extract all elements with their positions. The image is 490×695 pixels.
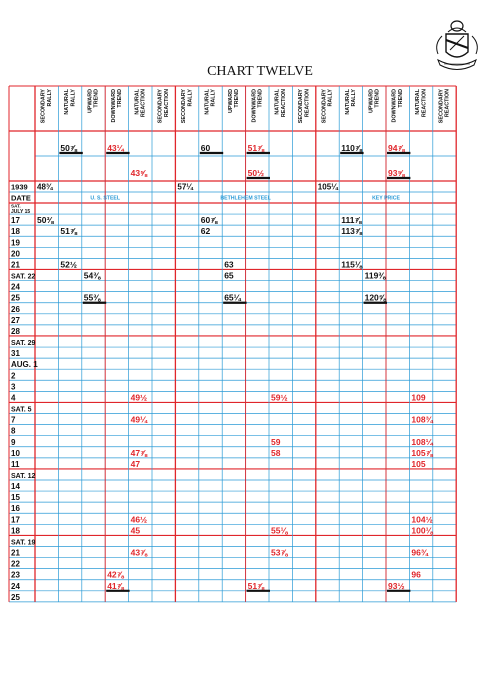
page-title: CHART TWELVE — [207, 64, 313, 79]
column-header-word: DOWNWARD — [251, 89, 258, 123]
date-cell: 16 — [11, 504, 20, 514]
price-entry: 49¼ — [130, 414, 148, 425]
date-cell: SAT. 22 — [11, 273, 36, 281]
price-entry: 63 — [224, 259, 234, 270]
column-header-word: UPWARD — [227, 89, 234, 113]
column-header — [345, 88, 357, 114]
column-header — [64, 88, 76, 114]
price-entry: 51⅞ — [247, 580, 265, 591]
pivot-price: 110⅞ — [341, 143, 363, 153]
date-cell: 18 — [11, 227, 20, 237]
price-entry: 47⅞ — [130, 447, 148, 458]
column-header — [298, 89, 310, 124]
grid-lines — [9, 86, 456, 602]
price-entry: 108¾ — [411, 414, 433, 425]
group-label: U. S. STEEL — [90, 195, 121, 202]
price-entry: 41⅞ — [107, 580, 124, 591]
date-cell: 25 — [11, 592, 20, 602]
date-cell: 31 — [11, 349, 20, 359]
date-cell: 21 — [11, 548, 20, 558]
price-entry: 105⅞ — [411, 447, 433, 458]
column-header — [251, 89, 263, 123]
column-header-word: RALLY — [70, 89, 77, 107]
column-header-word: TREND — [374, 89, 381, 108]
date-cell: 26 — [11, 304, 20, 314]
date-cell: 9 — [11, 437, 16, 447]
column-header-word: RALLY — [210, 89, 217, 107]
column-header — [275, 88, 287, 117]
crest-icon — [428, 14, 486, 74]
year-price: 105¼ — [317, 182, 338, 192]
date-cell: 7 — [11, 415, 16, 425]
column-header-word: NATURAL — [204, 89, 211, 115]
column-header-word: DOWNWARD — [110, 89, 117, 123]
column-header — [439, 89, 451, 124]
date-cell: 17 — [11, 216, 20, 226]
date-label: DATE — [11, 193, 31, 203]
price-entry: 93½ — [388, 580, 405, 591]
price-entry: 111⅞ — [341, 215, 362, 226]
price-entry: 59 — [271, 436, 281, 447]
column-header-word: NATURAL — [415, 89, 422, 115]
price-entry: 47 — [130, 458, 141, 469]
price-entry: 115⅛ — [341, 259, 363, 270]
date-cell: 4 — [11, 393, 16, 403]
date-cell: 19 — [11, 238, 20, 248]
column-header — [205, 88, 217, 114]
date-cell: SAT. 12 — [11, 473, 36, 480]
column-header-word: UPWARD — [368, 89, 375, 113]
price-entry: 51⅞ — [60, 226, 77, 237]
pivot-price: 94⅞ — [388, 143, 405, 153]
date-cell: 24 — [11, 282, 20, 292]
column-header-word: TREND — [257, 89, 264, 108]
price-entry: 45 — [130, 525, 141, 536]
price-entry: 42⅞ — [107, 569, 124, 580]
price-entry: 60⅞ — [200, 215, 218, 226]
date-cell: SAT. 5 — [11, 406, 32, 414]
date-cell: 8 — [11, 426, 16, 436]
date-cell: 20 — [11, 249, 20, 259]
column-header — [134, 88, 146, 117]
crest-logo — [428, 14, 486, 74]
date-cell: 28 — [11, 326, 20, 336]
date-cell: 18 — [11, 526, 20, 536]
column-header — [415, 88, 427, 117]
column-header-word: TREND — [93, 89, 100, 108]
price-entry: 43⅞ — [130, 547, 148, 558]
column-header-word: SECONDARY — [321, 89, 328, 124]
price-entry: 62 — [200, 226, 211, 237]
price-entry: 49½ — [130, 392, 148, 403]
pivot-price: 93⅝ — [388, 168, 405, 178]
price-entry: 109 — [411, 392, 426, 403]
pivot-price: 50½ — [247, 168, 265, 178]
date-cell: SAT. 19 — [11, 539, 36, 547]
column-header-word: NATURAL — [134, 89, 141, 115]
price-entry: 113⅞ — [341, 226, 363, 237]
column-header-word: NATURAL — [64, 89, 71, 115]
column-header-word: NATURAL — [344, 89, 351, 115]
date-cell: JULY 15 — [11, 209, 31, 215]
column-header-word: REACTION — [444, 89, 451, 118]
price-entry: 120⅝ — [364, 292, 386, 303]
column-header — [41, 89, 53, 124]
date-cell: 27 — [11, 315, 20, 325]
price-entry: 96¾ — [411, 547, 428, 558]
price-entry: 55⅜ — [83, 292, 101, 303]
column-header — [158, 89, 170, 124]
price-entry: 59½ — [271, 392, 288, 403]
column-header-word: REACTION — [304, 89, 311, 118]
date-cell: 3 — [11, 382, 16, 392]
pivot-price: 51⅞ — [247, 143, 265, 153]
column-header-word: DOWNWARD — [391, 89, 398, 123]
column-header — [368, 89, 380, 113]
date-cell: 14 — [11, 482, 20, 492]
date-cell: AUG. 1 — [11, 360, 38, 370]
column-header — [228, 89, 240, 113]
column-header-word: REACTION — [421, 89, 428, 118]
column-header — [392, 89, 404, 123]
price-entry: 65¼ — [224, 292, 241, 303]
date-cell: SAT. 29 — [11, 340, 36, 348]
column-header-word: RALLY — [46, 89, 53, 107]
price-entry: 100⅛ — [411, 525, 433, 536]
price-entry: 46½ — [130, 514, 148, 525]
pivot-price: 60 — [200, 143, 211, 153]
price-entry: 65 — [224, 270, 234, 281]
year-price: 57¼ — [177, 182, 193, 192]
column-header-word: SECONDARY — [298, 89, 305, 124]
date-cell: 11 — [11, 459, 20, 469]
group-label: BETHLEHEM STEEL — [220, 195, 271, 202]
column-header-word: REACTION — [280, 89, 287, 118]
column-header-word: RALLY — [351, 89, 358, 107]
column-header-word: REACTION — [163, 89, 170, 118]
column-header — [111, 89, 123, 123]
price-entry: 54⅜ — [83, 270, 101, 281]
year-label: 1939 — [11, 182, 28, 192]
date-cell: SAT. — [11, 203, 21, 209]
year-price: 48¾ — [37, 182, 53, 192]
price-entry: 104½ — [411, 514, 433, 525]
price-entry: 108¼ — [411, 436, 433, 447]
column-header-word: SECONDARY — [181, 89, 188, 124]
price-entry: 96 — [411, 569, 421, 580]
date-cell: 17 — [11, 515, 20, 525]
column-header-word: SECONDARY — [40, 89, 47, 124]
column-header-word: TREND — [117, 89, 124, 108]
price-entry: 52½ — [60, 259, 77, 270]
price-entry: 50⅜ — [37, 215, 54, 226]
price-entry: 105 — [411, 458, 426, 469]
price-entry: 53⅞ — [271, 547, 288, 558]
column-header-word: TREND — [234, 89, 241, 108]
column-header-word: RALLY — [187, 89, 194, 107]
column-header-word: TREND — [397, 89, 404, 108]
date-cell: 25 — [11, 293, 20, 303]
column-header-word: SECONDARY — [157, 89, 164, 124]
date-cell: 15 — [11, 493, 20, 503]
pivot-price: 43⅝ — [130, 168, 148, 178]
column-header-word: REACTION — [140, 89, 147, 118]
pivot-price: 50⅞ — [60, 143, 77, 153]
date-cell: 24 — [11, 581, 20, 591]
column-header-word: UPWARD — [87, 89, 94, 113]
column-header — [88, 89, 100, 113]
date-cell: 22 — [11, 559, 20, 569]
column-header-word: RALLY — [327, 89, 334, 107]
column-header-word: SECONDARY — [438, 89, 445, 124]
pivot-price: 43¼ — [107, 143, 124, 153]
column-header-word: NATURAL — [274, 89, 281, 115]
price-entry: 58 — [271, 447, 281, 458]
price-entry: 119⅜ — [364, 270, 386, 281]
price-entry: 55⅛ — [271, 525, 288, 536]
column-header — [322, 89, 334, 124]
date-cell: 10 — [11, 448, 20, 458]
column-header — [181, 89, 193, 124]
group-label: KEY PRICE — [372, 195, 400, 202]
date-cell: 23 — [11, 570, 20, 580]
date-cell: 2 — [11, 371, 16, 381]
date-cell: 21 — [11, 260, 20, 270]
